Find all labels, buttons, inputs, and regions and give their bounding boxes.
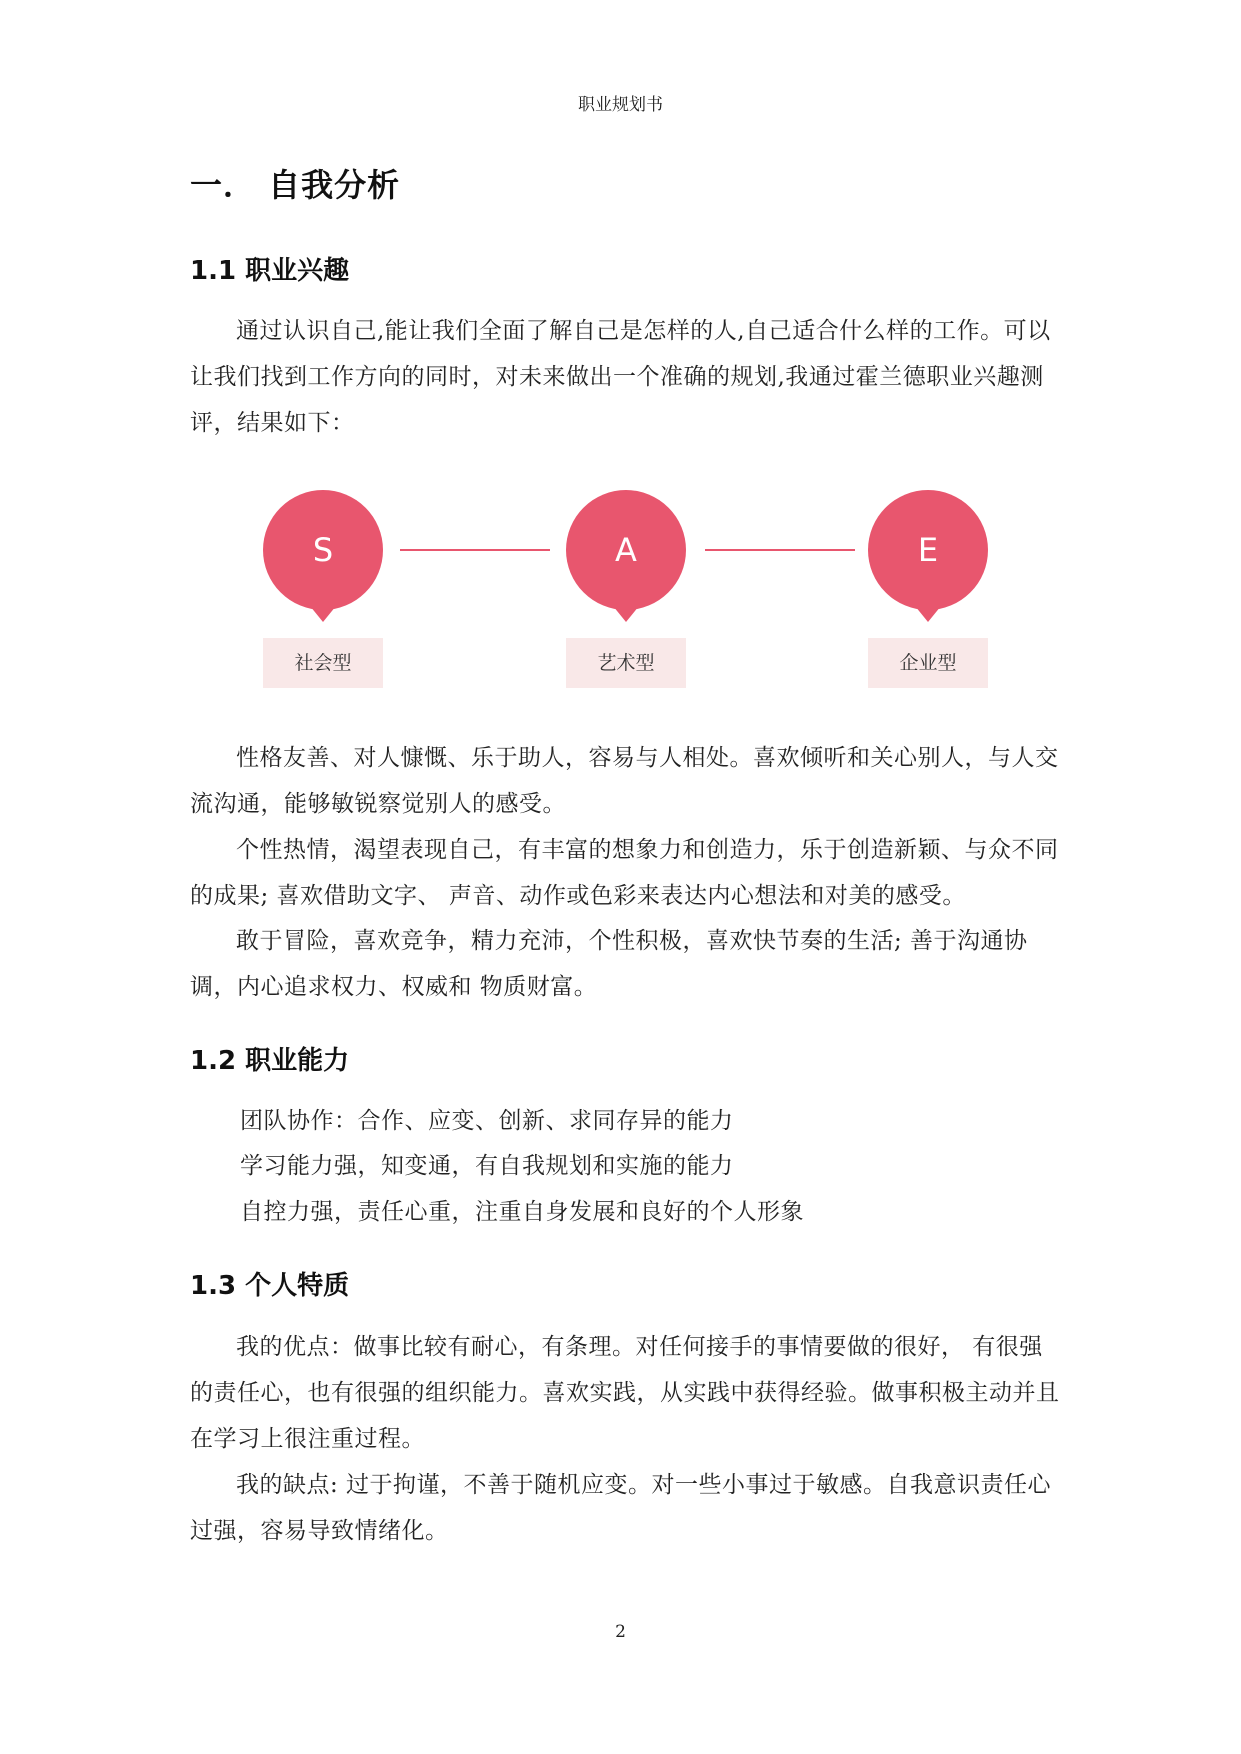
- holland-node-a: [566, 490, 686, 688]
- node-label: 企业型: [868, 638, 988, 688]
- traits-weaknesses: 我的缺点: 过于拘谨，不善于随机应变。对一些小事过于敏感。自我意识责任心过强，容易导致情绪化。: [190, 1472, 1052, 1544]
- holland-diagram: [0, 490, 1241, 700]
- ability-line: 团队协作：合作、应变、创新、求同存异的能力: [240, 1108, 734, 1134]
- interest-intro: 通过认识自己,能让我们全面了解自己是怎样的人,自己适合什么样的工作。可以让我们找到工作方向的同时，对未来做出一个准确的规划,我通过霍兰德职业兴趣测评，结果如下：: [190, 318, 1051, 436]
- ability-line: 自控力强，责任心重，注重自身发展和良好的个人形象: [240, 1199, 804, 1225]
- holland-node-e: [868, 490, 988, 688]
- ability-line: 学习能力强，知变通，有自我规划和实施的能力: [240, 1153, 734, 1179]
- node-circle: A: [566, 490, 686, 610]
- node-label: 艺术型: [566, 638, 686, 688]
- page-number: 2: [615, 1622, 626, 1642]
- heading-personal-traits: 1.3 个人特质: [190, 1271, 350, 1301]
- node-circle: S: [263, 490, 383, 610]
- section-title: 一． 自我分析: [190, 166, 401, 204]
- traits-strengths: 我的优点：做事比较有耐心，有条理。对任何接手的事情要做的很好， 有很强的责任心，也有很强的组织能力。喜欢实践，从实践中获得经验。做事积极主动并且在学习上很注重过程。: [190, 1334, 1060, 1452]
- interest-paragraph-enterprising: 敢于冒险，喜欢竞争，精力充沛，个性积极，喜欢快节奏的生活; 善于沟通协调，内心追求权力、权威和 物质财富。: [190, 928, 1028, 1000]
- heading-career-ability: 1.2 职业能力: [190, 1046, 350, 1076]
- interest-paragraph-social: 性格友善、对人慷慨、乐于助人，容易与人相处。喜欢倾听和关心别人，与人交流沟通，能够敏锐察觉别人的感受。: [190, 745, 1059, 817]
- connector-line: [705, 549, 855, 551]
- heading-career-interest: 1.1 职业兴趣: [190, 256, 350, 286]
- node-circle: E: [868, 490, 988, 610]
- holland-node-s: [263, 490, 383, 688]
- node-label: 社会型: [263, 638, 383, 688]
- connector-line: [400, 549, 550, 551]
- interest-paragraph-artistic: 个性热情，渴望表现自己，有丰富的想象力和创造力，乐于创造新颖、与众不同的成果; 喜欢借助文字、 声音、动作或色彩来表达内心想法和对美的感受。: [190, 837, 1059, 909]
- page-header: 职业规划书: [578, 95, 663, 115]
